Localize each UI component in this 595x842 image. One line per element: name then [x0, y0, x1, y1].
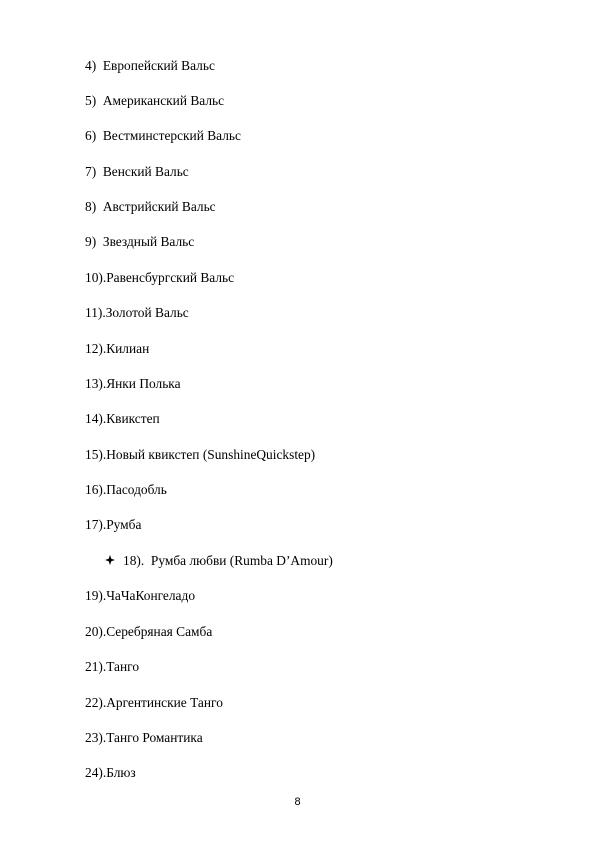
page-number: 8	[294, 796, 301, 808]
list-item	[85, 695, 223, 711]
item-number: 5)	[85, 93, 97, 108]
list-item-bulleted	[105, 553, 333, 569]
list-item	[85, 270, 234, 286]
item-text: Янки Полька	[106, 376, 181, 391]
item-text: Новый квикстеп (SunshineQuickstep)	[106, 447, 316, 462]
list-item	[85, 730, 203, 746]
item-text: Австрийский Вальс	[102, 199, 216, 214]
item-number: 20).	[85, 624, 107, 639]
item-text: Румба любви (Rumba D’Amour)	[150, 553, 333, 568]
item-number: 22).	[85, 695, 107, 710]
item-text: Звездный Вальс	[102, 234, 195, 249]
list-item	[85, 58, 215, 74]
list-item	[85, 199, 216, 215]
item-number: 16).	[85, 482, 107, 497]
item-text: Румба	[106, 517, 142, 532]
item-text: Блюз	[106, 765, 136, 780]
item-number: 8)	[85, 199, 97, 214]
item-number: 19).	[85, 588, 107, 603]
item-text: ЧаЧаКонгеладо	[106, 588, 196, 603]
list-item	[85, 234, 194, 250]
item-text: Серебряная Самба	[106, 624, 213, 639]
list-item	[85, 341, 149, 357]
item-text: Вестминстерский Вальс	[102, 128, 241, 143]
item-number: 15).	[85, 447, 107, 462]
item-number: 13).	[85, 376, 107, 391]
list-item	[85, 376, 181, 392]
item-number: 24).	[85, 765, 107, 780]
item-number: 9)	[85, 234, 97, 249]
item-number: 11).	[85, 305, 106, 320]
item-number: 12).	[85, 341, 107, 356]
item-number: 21).	[85, 659, 107, 674]
item-text: Квикстеп	[106, 411, 160, 426]
item-number: 14).	[85, 411, 107, 426]
list-item	[85, 128, 241, 144]
item-number: 6)	[85, 128, 97, 143]
item-text: Аргентинские Танго	[106, 695, 223, 710]
item-text: Равенсбургский Вальс	[106, 270, 235, 285]
item-number: 17).	[85, 517, 107, 532]
list-item	[85, 447, 315, 463]
list-item	[85, 517, 141, 533]
item-text: Танго	[106, 659, 140, 674]
item-text: Европейский Вальс	[102, 58, 215, 73]
item-number: 10).	[85, 270, 107, 285]
list-item	[85, 659, 139, 675]
list-item	[85, 765, 136, 781]
item-text: Танго Романтика	[106, 730, 203, 745]
diamond-bullet-icon	[105, 555, 115, 565]
item-text: Золотой Вальс	[105, 305, 189, 320]
item-number: 7)	[85, 164, 97, 179]
list-item	[85, 93, 224, 109]
list-item	[85, 482, 167, 498]
item-number: 23).	[85, 730, 107, 745]
item-text: Килиан	[106, 341, 150, 356]
list-item	[85, 164, 189, 180]
item-number: 18).	[123, 553, 145, 568]
list-item	[85, 624, 212, 640]
item-text: Венский Вальс	[102, 164, 189, 179]
list-item	[85, 411, 160, 427]
item-text: Пасодобль	[106, 482, 167, 497]
list-item	[85, 588, 195, 604]
item-number: 4)	[85, 58, 97, 73]
item-text: Американский Вальс	[102, 93, 225, 108]
list-item	[85, 305, 189, 321]
